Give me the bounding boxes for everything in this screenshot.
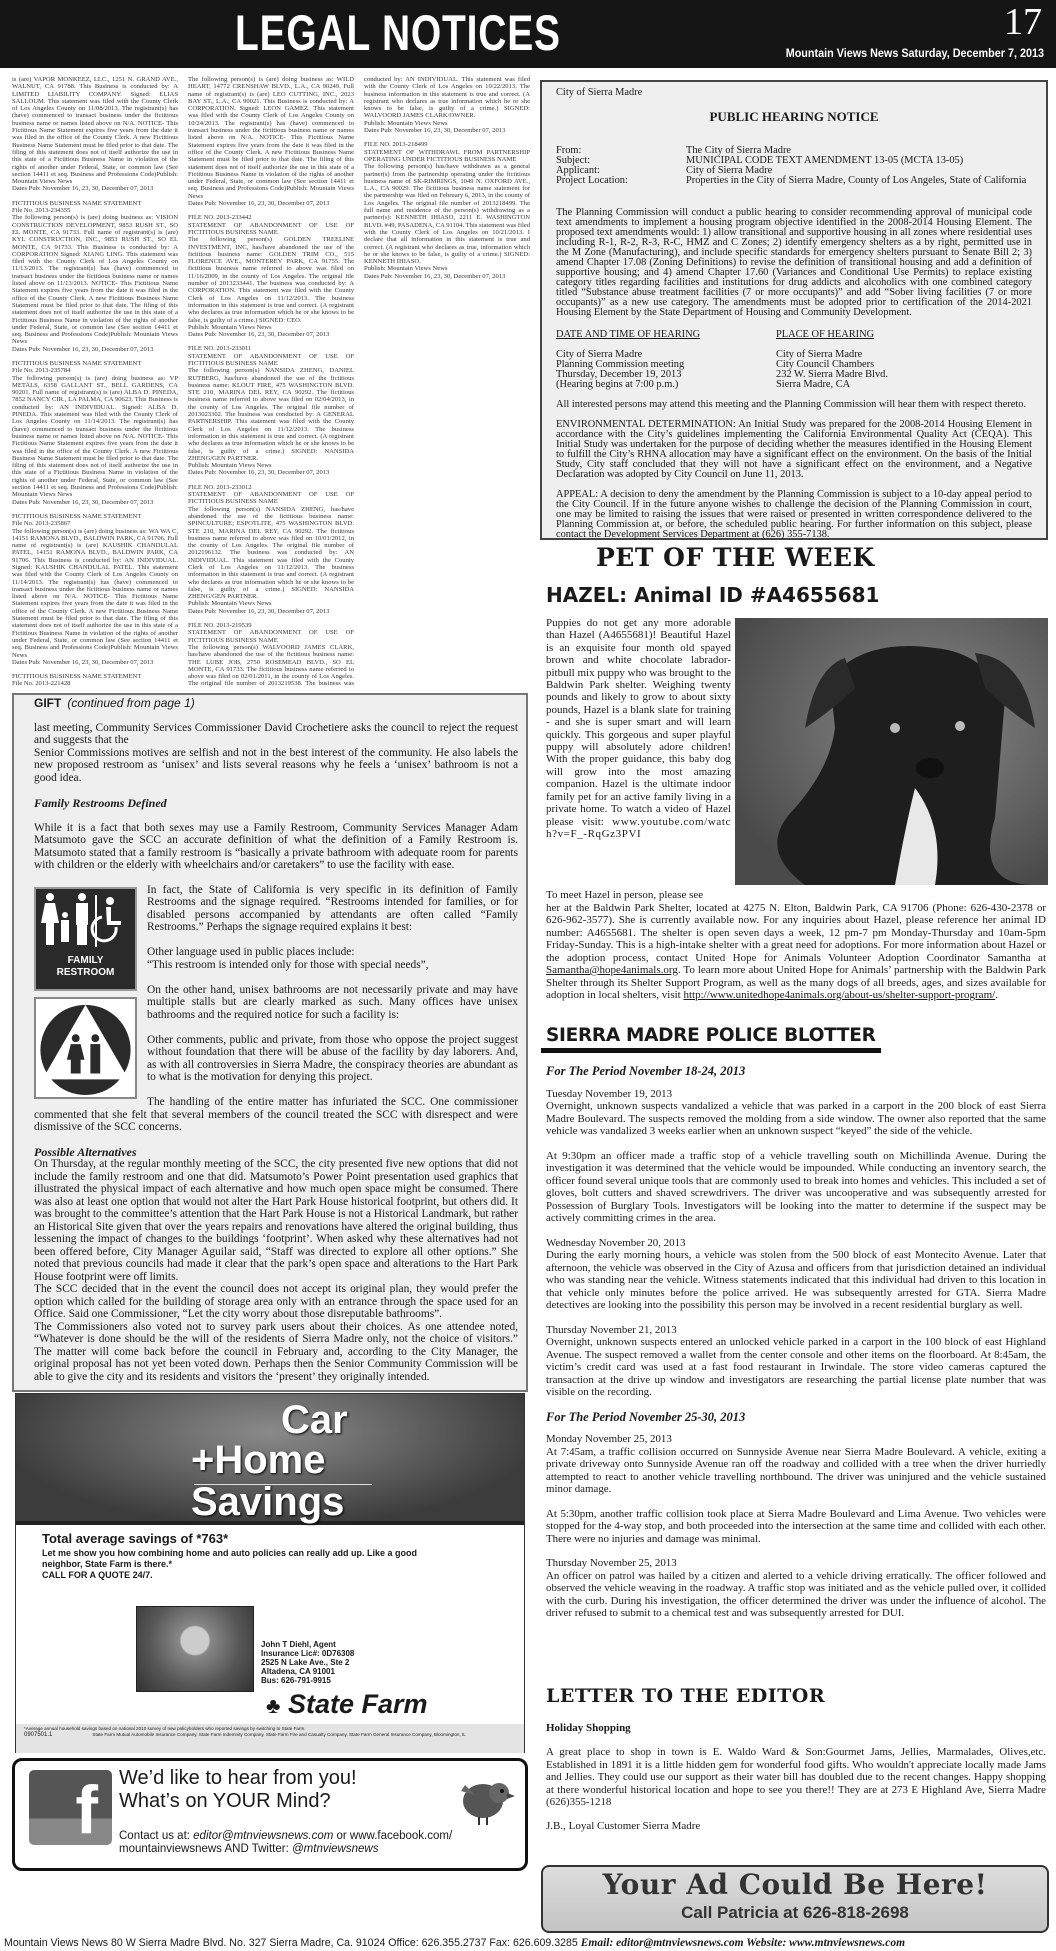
date-heading: DATE AND TIME OF HEARING <box>556 329 701 340</box>
agent-info-line: Altadena, CA 91001 <box>261 1667 335 1676</box>
notice-line: Publish: Mountain Views News <box>364 265 448 273</box>
section-title: LEGAL NOTICES <box>235 5 561 61</box>
letter-signature: J.B., Loyal Customer Sierra Madre <box>546 1820 701 1832</box>
letter-title: LETTER TO THE EDITOR <box>546 1685 826 1707</box>
notice-field <box>556 156 1032 166</box>
article-title: GIFT <box>34 696 62 710</box>
paragraph: The Commissioners also voted not to survey park users about their choices. As one attendee noted, “Whatever is done should be the will of the residents of Sierra Madre only, not the choice of visitors.” The matter will come back before the council in February and, according to the City Manager, the original proposal has not yet been voted down. Perhaps then the Senior Community Commission will be able to give the city and its residents and visitors the ‘present’ they originally intended. <box>34 1320 518 1383</box>
paragraph: Other comments, public and private, from those who oppose the project suggest without foundation that there will be abuse of the facility by day laborers. And, as with all controversies in Sierra Madre, the conspiracy theories are abundant as to what is the motivation for denying this project. <box>147 1033 518 1083</box>
paragraph: Other language used in public places include: <box>147 946 355 958</box>
notice-body: The Planning Commission will conduct a public hearing to consider recommending approval of municipal code text amendments to implement a housing program objective identified in the 2008-2014 Housing Element. The proposed text amendments would: 1) allow transitional and supportive housing in all zones where residential uses including R-1, R-2, R-3, R-C, HMZ and C Zones; 2) identify emergency shelters as a by right, permitted use in the M Zone (Manufacturing), and include specific standards for emergency shelters pursuant to Senate Bill 2; 3) amend Chapter 17.08 (Zoning Definitions) to revise the definition of transitional housing and add a definition of supportive housing; and 4) amend Chapter 17.60 (Variances and Conditional Use Permits) to replace existing category titles regarding facilities and institutions for drug addicts and alcoholics with one combined category titled “Substance abuse treatment facilities (7 or more occupants)” and add “Sober living facilities (7 or more occupants)” as a new use category. The amendments must be adopted prior to certification of the 2014-2021 Housing Element by the State Department of Housing and Community Development. <box>556 207 1032 318</box>
notice-line: The following person(s) NANSIDA ZHENG, DANIEL RUTBERG, has/have abandoned the use of the fictitious business name: KLOUT FIRE, 475 WASHINGTON BLVD. STE 210, MARINA DEL REY, CA 90292. The fictitious business name referred to above was filed on 02/04/2013, in the county of Los Angeles. The original file number of 2013023302. The business was conducted by: A GENERAL PARTNERSHIP. This statement was filed with the County Clerk of Los Angeles on 11/12/2013. The business information in this statement is true and correct. (A registrant who declares as true information which he or she knows to be false, is guilty of a crime.) SIGNED: NANSIDA ZHENG/GEN PARTNER. <box>188 367 354 462</box>
pet-body: Puppies do not get any more adorable than Hazel (A4655681)! Beautiful Hazel is an exquisite four month old spayed brown and white chocolate labrador-pitbull mix puppy who was brought to the Baldwin Park shelter. Weighing twenty pounds and likely to grow to about sixty pounds, Hazel is a blank slate for training - and she is super smart and will learn quickly. This gorgeous and super playful puppy will absolutely adore children! With the proper guidance, this baby dog will grow into the most amazing companion. Hazel is the ultimate indoor family pet for an active family living in a private home. To watch a video of Hazel please visit: <box>546 617 731 828</box>
blotter-title: SIERRA MADRE POLICE BLOTTER <box>541 1025 881 1053</box>
notice-line: Dates Pub: November 16, 23, 30, December 07, 2013 <box>188 469 330 477</box>
state-farm-logo <box>266 1688 428 1722</box>
entry-date: Thursday November 25, 2013 <box>546 1557 677 1569</box>
notice-line: FICTITIOUS BUSINESS NAME STATEMENT <box>12 512 142 520</box>
legal-notice <box>12 76 178 193</box>
legal-notice <box>188 345 354 476</box>
entry-text: At 9:30pm an officer made a traffic stop of a vehicle travelling south on Michillinda Avenue. During the investigation it was determined that the vehicle would be impounded. While conducting an inventory search, the officer found several unique tools that are commonly used to break into homes and vehicles. This included a set of gloves, bolt cutters and shaved screwdrivers. The driver was uncooperative and was subsequently arrested for Possession of Burglary Tools. Investigators will be looking into the matter to determine if the suspect may be actively committing crimes in the area. <box>546 1149 1046 1224</box>
legal-notice <box>12 360 178 506</box>
notice-line: Dates Pub: November 16, 23, 30, December 07, 2013 <box>12 498 154 506</box>
pet-text: her at the Baldwin Park Shelter, located at 4275 N. Elton, Baldwin Park, CA 91706 (Phone: 626-430-2378 or 626-962-3577). She is currently available now. For any inquiries about Hazel, please reference her animal ID number: A4655681. The shelter is open seven days a week, 12 pm-7 pm Monday-Thursday and 10am-5pm Friday-Sunday. This is a high-intake shelter with a great need for adoptions. For more information about Hazel or the adoption process, contact United Hope for Animals Volunteer Adoption Coordinator Samantha at <box>546 901 1046 964</box>
entry-date: Wednesday November 20, 2013 <box>546 1236 686 1249</box>
footer-address: Mountain Views News 80 W Sierra Madre Blvd. No. 327 Sierra Madre, Ca. 91024 Office: 626.355.2737 Fax: 626.609.3285 <box>4 1937 581 1949</box>
masthead <box>0 0 1056 68</box>
ad-headline: Total average savings of *763* <box>42 1531 229 1546</box>
agent-info-line: Bus: 626-791-9915 <box>261 1676 331 1685</box>
place-line: City of Sierra Madre <box>776 349 863 360</box>
field-value: The City of Sierra Madre <box>686 145 792 156</box>
blotter-entry <box>546 1088 1046 1138</box>
ad-headline: Your Ad Could Be Here! <box>602 1868 988 1901</box>
contact-box <box>12 1758 528 1871</box>
facebook-link-path[interactable]: mountainviewsnews AND Twitter: <box>119 1843 292 1855</box>
entry-text: Overnight, unknown suspects entered an unlocked vehicle parked in a carport in the 100 block of east Highland Avenue. The suspect removed a wallet from the center console and other items on the floorboard. At 8:45am, the victim’s credit card was used at a fast food restaurant in Irwindale. The store video cameras captured the transaction at the drive up window and investigators are researching the partial license plate number that was visible on the recording. <box>546 1336 1046 1398</box>
notice-line: STATEMENT OF ABANDONMENT OF USE OF FICTITIOUS BUSINESS NAME <box>188 352 354 367</box>
notice-line: STATEMENT OF ABANDONMENT OF USE OF FICTITIOUS BUSINESS NAME <box>188 491 354 506</box>
notice-city: City of Sierra Madre <box>556 87 643 98</box>
agent-info-line: Insurance Lic#: 0D76308 <box>261 1649 355 1658</box>
pet-url-link[interactable]: http://www.unitedhope4animals.org/about-us/shelter-support-program/ <box>683 989 996 1001</box>
legal-notice <box>12 513 178 666</box>
pet-text: . <box>995 989 998 1001</box>
notice-line: FILE NO. 2013-233011 <box>188 345 252 353</box>
dog-image <box>735 618 1048 885</box>
family-figures-icon <box>38 889 133 951</box>
legal-notice <box>364 141 530 280</box>
notice-line: The following person(s) is (are) doing business as: WILD HEART, 14772 CRENSHAW BLVD., L.A., CA 90249. Full name of registrant(s) is (are) LEO CUTTING, INC., 2023 BAY ST., L.A., CA 90021. This Business is conducted by: A CORPORATION. Signed: LEON GAMEZ. This statement was filed with the County Clerk of Los Angeles County on 10/24/2013. The registrant(s) has (have) commenced to transact business under the fictitious business name or names listed above on N/A. NOTICE- This Fictitious Name Statement expires five years from the date it was filed in the office of the County Clerk. A new Fictitious Business Name Statement must be filed prior to that date. The filing of this statement does not of itself authorize the use in this state of a Fictitious Business Name in violation of the rights of another under Federal, State, or common law (See section 14411 et seq. Business and Professions Code)Publish: Mountain Views News <box>188 76 354 200</box>
blotter-entry <box>546 1433 1046 1496</box>
notice-line: The following person(s) WALVOORD JAMES CLARK, has/have abandoned the use of the fictitious business name: THE LUBE JOB, 2750 ROSEMEAD BLVD., SO EL MONTE, CA 91733. The fictitious business name referred to above was filed on 02/01/2011, in the county of Los Angeles. The original file number of 2013219538. The business was conducted by: AN INDIVIDUAL. This statement was filed with the County Clerk of Los Angeles on 10/22/2013. The business information in this statement is true and correct. (A registrant who declares as true information which he or she knows to be false, is guilty of a crime.) SIGNED: WALVOORD JAMES CLARK/OWNER. <box>188 76 530 688</box>
contact-label: Contact us at: <box>119 1830 194 1842</box>
entry-date: Monday November 25, 2013 <box>546 1433 672 1445</box>
pet-video-link[interactable]: www.youtube.com/watch?v=F_-RqGz3PVI <box>546 815 731 840</box>
notice-line: FICTITIOUS BUSINESS NAME STATEMENT <box>12 359 142 367</box>
ad-phone: Call Patricia at 626-818-2698 <box>681 1903 909 1922</box>
notice-line: File No. 2013-235784 <box>12 367 71 375</box>
legal-notice <box>188 484 354 615</box>
three-ovals-icon: ♣ <box>266 1693 281 1718</box>
twitter-bird-icon[interactable] <box>453 1771 517 1827</box>
notice-line: FILE NO. 2013-219539 <box>188 622 252 630</box>
field-label: Applicant: <box>556 165 600 176</box>
sign-label: FAMILY <box>67 954 104 966</box>
notice-line: Dates Pub: November 16, 23, 30, December 07, 2013 <box>364 127 506 135</box>
page-number: 17 <box>1004 1 1042 43</box>
pet-text: To meet Hazel in person, please see <box>546 889 704 901</box>
pet-contact-info <box>546 889 1046 1002</box>
notice-line: STATEMENT OF ABANDONMENT OF USE OF FICTITIOUS BUSINESS NAME <box>188 221 354 236</box>
sign-label: RESTROOM <box>56 966 115 978</box>
subheading: Possible Alternatives <box>34 1144 137 1159</box>
date-line: City of Sierra Madre <box>556 349 643 360</box>
legal-notices-columns <box>12 76 530 688</box>
notice-line: The following person(s) has/have withdrawn as a general partner(s) from the partnership operating under the fictitious business name of SK-RIMRINGS, 1049 N. OXFORD AVE., L.A., CA 90029. The fictitious business name statement for the partnership was filed on February 6, 2013, in the county of Los Angeles. The original file number of 2013218499. The full name and residence of the person(s) withdrawing as a partner(s): KENNETH IHIASO, 2211 E. WASHINGTON BLVD. #49, PASADENA, CA 91104. This statement was filed with the County Clerk of Los Angeles on 10/21/2013. I declare that all information in this statement is true and correct. (A registrant who declares as true, information which he or she knows to be false, is guilty of a crime.) SIGNED: KENNETH IHIASO. <box>364 163 530 266</box>
blotter-entry <box>546 1557 1046 1620</box>
notice-line: The following person(s) is (are) doing business as: VP METALS, 6358 GALLANT ST., BELL GARDENS, CA 90201. Full name of registrant(s) is (are) ALBA D. PINEDA, 7852 NANCY CIR., LA PALMA, CA 90623. This Business is conducted by: AN INDIVIDUAL. Signed: ALBA D. PINEDA. This statement was filed with the County Clerk of Los Angeles County on 11/14/2013. The registrant(s) has (have) commenced to transact business under the fictitious business name or names listed above on N/A. NOTICE- This Fictitious Name Statement expires five years from the date it was filed in the office of the County Clerk. A new Fictitious Business Name Statement must be filed prior to that date. The filing of this statement does not of itself authorize the use in this state of a Fictitious Business Name in violation of the rights of another under Federal, State, or common law (See section 14411 et seq. Business and Professions Code)Publish: Mountain Views News <box>12 374 178 499</box>
agent-info-line: John T Diehl, Agent <box>261 1640 336 1649</box>
entry-text: An officer on patrol was hailed by a citizen and alerted to a vehicle driving erratically. The officer followed and observed the vehicle weaving in the roadway. A traffic stop was initiated and as the vehicle pulled over, it collided with the curb. During his investigation, the officer determined the driver was under the influence of alcohol. The driver refused to submit to a chemical test and was subsequently arrested for DUI. <box>546 1569 1046 1619</box>
notice-line: Dates Pub: November 16, 23, 30, December 07, 2013 <box>364 272 506 280</box>
place-line: Sierra Madre, CA <box>776 379 851 390</box>
blotter-entry <box>546 1150 1046 1225</box>
ad-word: Car <box>281 1398 348 1442</box>
notice-line: Publish: Mountain Views News <box>364 119 448 127</box>
paragraph: In fact, the State of California is very specific in its definition of Family Restrooms and the signage required. “Restrooms intended for families, or for disabled persons accompanied by attendants are often called “Family Restrooms.” Perhaps the signage required explains it best: <box>147 883 518 933</box>
notice-line: FILE NO. 2013-233012 <box>188 483 252 491</box>
facebook-icon[interactable]: f <box>29 1770 112 1845</box>
agent-info-line: 2525 N Lake Ave., Ste 2 <box>261 1658 350 1667</box>
notice-line: Publish: Mountain Views News <box>188 462 272 470</box>
ad-disclaimer: *Average annual household savings based on national 2010 survey of new policyholders who reported savings by switching to State Farm. <box>24 1726 306 1731</box>
ad-copy: Let me show you how combining home and auto policies can really add up. Like a good neighbor, State Farm is there.* <box>42 1548 418 1569</box>
pet-headline: HAZEL: Animal ID #A4655681 <box>546 583 880 607</box>
attend-text: All interested persons may attend this meeting and the Planning Commission will hear them with respect thereto. <box>556 399 1027 410</box>
field-label: From: <box>556 145 582 156</box>
notice-line: is (are) VAPOR MONKEEZ, LLC., 1251 N. GRAND AVE., WALNUT, CA 91788. This Business is conducted by: A LIMITED LIABILITY COMPANY. Signed: ELIAS SALLOUM. This statement was filed with the County Clerk of Los Angeles County on 11/08/2013. The registrant(s) has (have) commenced to transact business under the fictitious business name or names listed above on N/A. NOTICE- This Fictitious Name Statement expires five years from the date it was filed in the office of the County Clerk. A new Fictitious Business Name Statement must be filed prior to that date. The filing of this statement does not of itself authorize the use in this state of a Fictitious Business Name in violation of the rights of another under Federal, State, or common law (See section 14411 et seq. Business and Professions Code)Publish: Mountain Views News <box>12 76 178 186</box>
continued-note: (continued from page 1) <box>67 696 195 710</box>
letter-subject: Holiday Shopping <box>546 1722 631 1734</box>
date-line: Thursday, December 19, 2013 <box>556 369 682 380</box>
notice-line: File No. 2013-235867 <box>12 520 71 528</box>
date-line: (Hearing begins at 7:00 p.m.) <box>556 379 679 390</box>
brand-name: State Farm <box>287 1689 428 1719</box>
notice-line: The following person(s) is (are) doing business as: WA WA C, 14151 RAMONA BLVD., BALDWIN PARK, CA 91706. Full name of registrant(s) is (are) KAUSHIK CHANDULAL PATEL, 14151 RAMONA BLVD., BALDWIN PARK, CA 91706. This Business is conducted by: AN INDIVIDUAL. Signed: KAUSHIK CHANDULAL PATEL. This statement was filed with the County Clerk of Los Angeles County on 11/14/2013. The registrant(s) has (have) commenced to transact business under the fictitious business name or names listed above on N/A. NOTICE- This Fictitious Name Statement expires five years from the date it was filed in the office of the County Clerk. A new Fictitious Business Name Statement must be filed prior to that date. The filing of this statement does not of itself authorize the use in this state of a Fictitious Business Name in violation of the rights of another under Federal, State, or common law (See section 14411 et seq. Business and Professions Code)Publish: Mountain Views News <box>12 527 178 659</box>
family-restroom-sign <box>34 887 137 991</box>
page-footer <box>4 1937 1054 1949</box>
entry-text: At 7:45am, a traffic collision occurred on Sunnyside Avenue near Sierra Madre Boulevard. A vehicle, exiting a private driveway onto Sunnyside Avenue ran off the roadway and collided with a tree when the driver hurriedly attempted to react to another vehicle travelling northbound. The driver was uninjured and the vehicle sustained minor damage. <box>546 1445 1046 1495</box>
notice-line: STATEMENT OF ABANDONMENT OF USE OF FICTITIOUS BUSINESS NAME <box>188 629 354 644</box>
pet-text: . To learn more about United Hope for Animals’ partnership with the Baldwin Park Shelter through its Shelter Support Program, as well as the many dogs of all breeds, ages, and sizes available for adoption in local shelters, visit <box>546 964 1046 1001</box>
footer-website[interactable]: Website: www.mtnviewsnews.com <box>743 1937 906 1949</box>
notice-line: Dates Pub: November 16, 23, 30, December 07, 2013 <box>188 331 330 339</box>
paragraph: On the other hand, unisex bathrooms are not necessarily private and may have multiple stalls but are clearly marked as such. Many offices have unisex bathrooms and the required notice for such a facility is: <box>147 983 518 1021</box>
blotter-entry <box>546 1508 1046 1546</box>
notice-title: PUBLIC HEARING NOTICE <box>709 109 879 124</box>
pet-description <box>546 617 731 840</box>
notice-line: The following person(s) is (are) doing business as: VISION CONSTRUCTION DEVELOPMENT, 9853 RUSH ST., SO EL MONTE, CA 91733. Full name of registrant(s) is (are) KYL CONSTRUCTION, INC., 9853 RUSH ST., SO EL MONTE, CA 91733. This Business is conducted by: A CORPORATION Signed: XIANG LING. This statement was filed with the County Clerk of Los Angeles County on 11/13/2013. The registrant(s) has (have) commenced to transact business under the fictitious business name or names listed above on 11/13/2013. NOTICE- This Fictitious Name Statement expires five years from the date it was filed in the office of the County Clerk. A new Fictitious Business Name Statement must be filed prior to that date. The filing of this statement does not of itself authorize the use in this state of a Fictitious Business Name in violation of the rights of another under Federal, State, or common law (See section 14411 et seq. Business and Professions Code)Publish: Mountain Views News <box>12 214 178 346</box>
field-value: City of Sierra Madre <box>686 165 773 176</box>
ad-code: 0907501.1 <box>24 1732 53 1738</box>
contact-subheadline: What’s on YOUR Mind? <box>119 1790 331 1812</box>
notice-line: The following person(s) NANSIDA ZHENG, has/have abandoned the use of the fictitious business name: SPINCULTURE; ESPOTLITE, 475 WASHINGTON BLVD. STE 210, MARINA DEL REY, CA 90292. The fictitious business name referred to above was filed on 10/01/2012, in the county of Los Angeles. The original file number of 2012196132. The business was conducted by: AN INDIVIDUAL. This statement was filed with the County Clerk of Los Angeles on 11/12/2013. The business information in this statement is true and correct. (A registrant who declares as true information which he or she knows to be false, is guilty of a crime.) SIGNED: NANSIDA ZHENG/GEN PARTNER. <box>188 505 354 601</box>
notice-line: Dates Pub: November 16, 23, 30, December 07, 2013 <box>12 185 154 193</box>
gift-article <box>12 693 528 1392</box>
pet-email-link[interactable]: Samantha@hope4animals.org <box>546 964 678 976</box>
legal-notice <box>188 214 354 338</box>
field-label: Project Location: <box>556 175 628 186</box>
field-label: Subject: <box>556 155 591 166</box>
ad-word: Savings <box>191 1480 345 1524</box>
place-heading: PLACE OF HEARING <box>776 329 875 340</box>
paragraph: last meeting, Community Services Commissioner David Crochetiere asks the council to reject the request and suggests that the <box>34 721 518 746</box>
article-heading <box>34 697 518 710</box>
entry-text: Overnight, unknown suspects vandalized a vehicle that was parked in a carport in the 200 block of east Sierra Madre Boulevard. The suspects removed the molding from a side window. The owner also reported that the same vehicle was vandalized 3 weeks earlier when an unknown suspect “keyed” the side of the vehicle. <box>546 1100 1046 1137</box>
paragraph: The SCC decided that in the event the council does not accept its original plan, they would prefer the option which called for the building of storage area only with an entrance through the space used for an Office. Said one Commissioner, “Let the city worry about those disreputable bathrooms”. <box>34 1283 518 1320</box>
notice-line: Dates Pub: November 16, 23, 30, December 07, 2013 <box>12 658 154 666</box>
blotter-period-heading: For The Period November 25-30, 2013 <box>546 1409 746 1424</box>
notice-line: Dates Pub: November 16, 23, 30, December 07, 2013 <box>188 200 330 208</box>
issue-date: Mountain Views News Saturday, December 7, 2013 <box>785 46 1044 60</box>
notice-line: FILE NO. 2013-233442 <box>188 214 252 222</box>
place-line: 232 W. Sierra Madre Blvd. <box>776 369 888 380</box>
ad-word: +Home <box>191 1438 326 1482</box>
notice-line: STATEMENT OF WITHDRAWL FROM PARTNERSHIP OPERATING UNDER FICTITIOUS BUSINESS NAME <box>364 148 530 163</box>
twitter-handle[interactable]: @mtnviewsnews <box>292 1843 379 1855</box>
appeal-text: APPEAL: A decision to deny the amendment by the Planning Commission is subject to a 10-day appeal period to the City Council. If in the future anyone wishes to challenge the decision of the Planning Commission in court, one may be limited to raising the issues that were raised or presented in written correspondence delivered to the Planning Commission at, or before, the scheduled public hearing. For further information on this subject, please contact the Development Services Department at (626) 355-7138. <box>556 489 1032 540</box>
letter-body: A great place to shop in town is E. Waldo Ward & Son:Gourmet Jams, Jellies, Marmalades, Olives,etc. Established in 1891 it is a little hidden gem for wonderful food gifts. Who wouldn't appreciate locally made Jams and Jellies. They could use our support as their water bill has doubled due to the recent changes. Happy shopping at there wonderful historical location and hope to see you there!! They are at 273 E Highland Ave, Sierra Madre (626)355-1218 <box>546 1746 1046 1808</box>
subheading: Family Restrooms Defined <box>34 796 167 810</box>
paragraph: The handling of the entire matter has infuriated the SCC. One commissioner commented that she felt that several members of the council treated the SCC with disrespect and were dismissive of the SCC concerns. <box>34 1096 518 1133</box>
entry-date: Tuesday November 19, 2013 <box>546 1087 673 1100</box>
notice-line: Dates Pub: November 16, 23, 30, December 07, 2013 <box>188 607 330 615</box>
notice-line: Publish: Mountain Views News <box>188 323 272 331</box>
notice-line: File No. 2013-221428 <box>12 680 71 688</box>
blotter-entry <box>546 1237 1046 1312</box>
footer-email[interactable]: Email: editor@mtnviewsnews.com <box>580 1937 744 1949</box>
notice-line: FILE NO. 2013-218499 <box>364 141 428 149</box>
paragraph: While it is a fact that both sexes may use a Family Restroom, Community Services Manager Adam Matsumoto gave the SCC an accurate definition of what the definition of a Family Restroom is. Matsumoto stated that a family restroom is “basically a private bathroom with adequate room for parents with children or the elderly with wheelchairs and/or caretakers” to use the facility with ease. <box>34 821 518 871</box>
advertise-banner[interactable] <box>541 1865 1049 1933</box>
contact-headline: We’d like to hear from you! <box>119 1767 357 1789</box>
ad-companies: State Farm Mutual Automobile Insurance Company, State Farm Indemnity Company, State Farm Fire and Casualty Company, State Farm General Insurance Company, Bloomington, IL <box>92 1732 466 1737</box>
ad-cta: CALL FOR A QUOTE 24/7. <box>42 1570 153 1580</box>
agent-photo <box>136 1606 254 1692</box>
public-hearing-notice <box>540 80 1048 540</box>
notice-line: File No. 2013-234355 <box>12 207 71 215</box>
field-value: Properties in the City of Sierra Madre, County of Los Angeles, State of California <box>686 175 1027 186</box>
field-value: MUNICIPAL CODE TEXT AMENDMENT 13-05 (MCTA 13-05) <box>686 155 964 166</box>
state-farm-ad[interactable] <box>15 1393 525 1753</box>
ad-banner <box>16 1394 524 1525</box>
pet-photo <box>735 618 1048 885</box>
notice-line: FICTITIOUS BUSINESS NAME STATEMENT <box>12 199 142 207</box>
blotter-period-heading: For The Period November 18-24, 2013 <box>546 1064 746 1078</box>
police-blotter <box>546 1065 1046 1632</box>
notice-line: FICTITIOUS BUSINESS NAME STATEMENT <box>12 673 142 681</box>
facebook-link[interactable]: or www.facebook.com/ <box>333 1830 453 1842</box>
notice-field <box>556 176 1032 186</box>
date-line: Planning Commission meeting <box>556 359 685 370</box>
notice-line: Dates Pub: November 16, 23, 30, December 07, 2013 <box>12 345 154 353</box>
paragraph: “This restroom is intended only for those with special needs”, <box>147 958 429 971</box>
pet-section-title: PET OF THE WEEK <box>596 543 875 572</box>
place-line: City Council Chambers <box>776 359 875 370</box>
entry-text: During the early morning hours, a vehicle was stolen from the 500 block of east Montecito Avenue. Later that afternoon, the vehicle was observed in the City of Azusa and officers from that jurisdiction detained an individual who was standing near the vehicle. Witness statements indicated that this individual had driven to this location in that vehicle only minutes before the police arrived. He was subsequently arrested for GTA. Sierra Madre detectives are looking into the possibility this person may be involved in a recent residential burglary as well. <box>546 1249 1046 1311</box>
notice-line: Publish: Mountain Views News <box>188 600 272 608</box>
paragraph: Senior Commissions motives are selfish and not in the best interest of the community. He also labels the new proposed restroom as ‘unisex’ and lists several reasons why he feels a ‘unisex’ bathroom is not a good idea. <box>34 746 518 784</box>
hearing-details <box>556 330 1032 390</box>
legal-notice <box>12 200 178 353</box>
contact-email-link[interactable]: editor@mtnviewsnews.com <box>193 1830 334 1842</box>
entry-text: At 5:30pm, another traffic collision took place at Sierra Madre Boulevard and Lima Avenue. Two vehicles were stopped for the 4-way stop, and both proceeded into the intersection at the same time and collided with each other. There were no injuries and damage was minimal. <box>546 1507 1046 1545</box>
paragraph: On Thursday, at the regular monthly meeting of the SCC, the city presented five new options that did not include the family restroom and one that did. Matsumoto’s Power Point presentation used graphics that illustrated the physical impact of each alternative and how much open space might be consumed. There was also at least one option that would not alter the Hart Park House historical footprint, but others did. It was brought to the committee’s attention that the Hart Park House is not a Historical Landmark, but rather an Historical Site given that over the years repairs and renovations have altered the original building, thus lessening the impact of changes to the buildings ‘footprint’. When asked why these alternatives had not been offered before, City Manager Aguilar said, “Staff was directed to explore all other options.” She noted that previous councils had made it clear that the park’s open space and alterations to the Hart Park House footprint were off limits. <box>34 1158 518 1283</box>
blotter-entry <box>546 1324 1046 1399</box>
unisex-figures-icon <box>36 999 135 1097</box>
notice-line: The following person(s) GOLDEN TREELINE INVESTMENT, INC, has/have abandoned the use of the fictitious business name: GOLDEN TRIM CO., 515 FLORENCE AVE., MONTEREY PARK, CA 91755. The fictitious business name referred to above was filed on 11/16/2009, in the county of Los Angeles. The original file number of 2013233441. The business was conducted by: A CORPORATION. This statement was filed with the County Clerk of Los Angeles on 11/12/2013. The business information in this statement is true and correct. (A registrant who declares as true information which he or she knows to be false, is guilty of a crime.) SIGNED: CEO. <box>188 236 354 324</box>
unisex-restroom-sign <box>34 997 137 1099</box>
environmental-text: ENVIRONMENTAL DETERMINATION: An Initial Study was prepared for the 2008-2014 Housing Element in accordance with the City’s guidelines implementing the California Environmental Quality Act (CEQA). This Initial Study was undertaken for the purpose of deciding whether the measures identified in the Housing Element to fulfill the City’s RHNA allocation may have a significant effect on the environment. On the basis of the Initial Study, City staff concluded that they will not have a significant effect on the environment, and a Negative Declaration was adopted by City Council on June 11, 2013. <box>556 419 1032 480</box>
entry-date: Thursday November 21, 2013 <box>546 1323 677 1336</box>
